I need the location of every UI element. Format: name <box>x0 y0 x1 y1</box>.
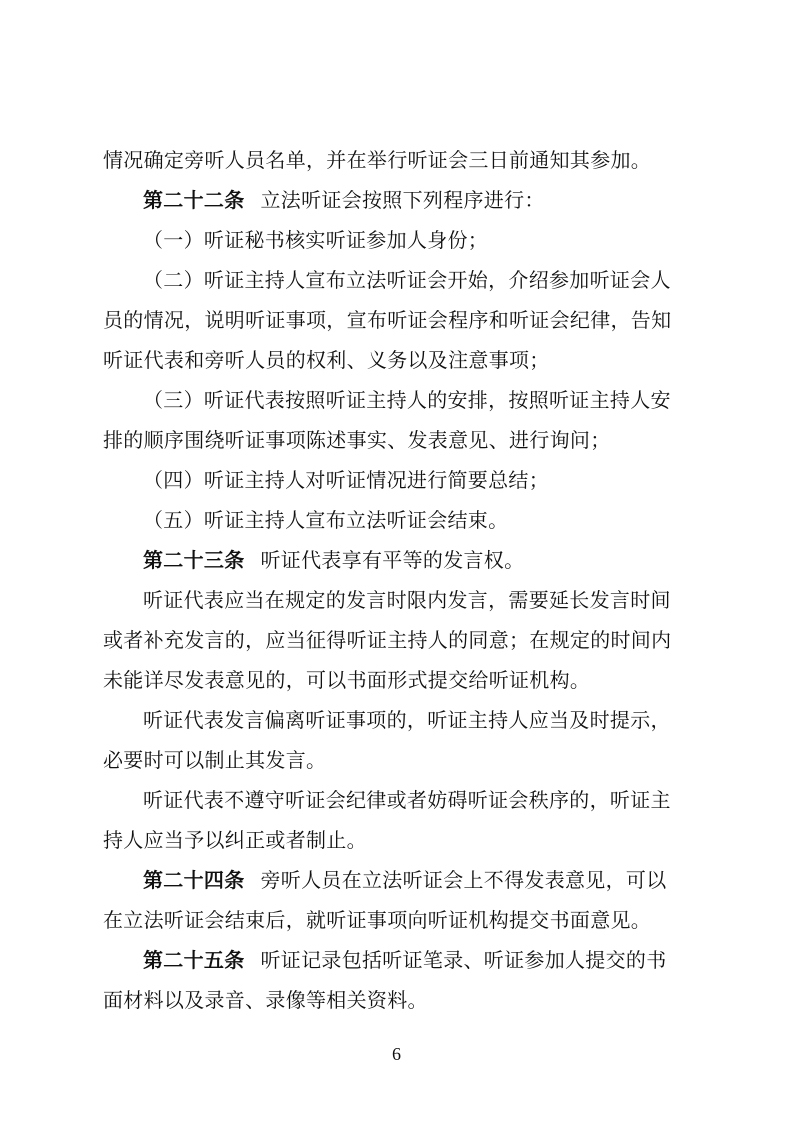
paragraph-text: 或者补充发言的，应当征得听证主持人的同意；在规定的时间内 <box>103 628 672 652</box>
paragraph-text: 情况确定旁听人员名单，并在举行听证会三日前通知其参加。 <box>103 148 652 172</box>
paragraph-text: 听证代表不遵守听证会纪律或者妨碍听证会秩序的，听证主 <box>143 788 671 812</box>
text-line <box>103 906 703 934</box>
list-item-5 <box>143 506 743 534</box>
text-line <box>103 826 703 854</box>
paragraph-text: 员的情况，说明听证事项，宣布听证会程序和听证会纪律，告知 <box>103 308 672 332</box>
paragraph-text: 听证代表发言偏离听证事项的，听证主持人应当及时提示， <box>143 708 671 732</box>
paragraph-text: 持人应当予以纠正或者制止。 <box>103 828 367 852</box>
paragraph-text: 听证记录包括听证笔录、听证参加人提交的书 <box>260 948 667 972</box>
text-line <box>103 306 703 334</box>
article-23-heading-line <box>143 546 743 574</box>
paragraph-text: （一）听证秘书核实听证参加人身份； <box>143 228 489 252</box>
article-title: 第二十三条 <box>143 548 245 572</box>
text-line <box>103 626 703 654</box>
paragraph-text: 旁听人员在立法听证会上不得发表意见，可以 <box>260 868 667 892</box>
paragraph-text: （四）听证主持人对听证情况进行简要总结； <box>143 468 549 492</box>
text-line <box>103 146 703 174</box>
article-24-heading-line <box>143 866 743 894</box>
paragraph-text: （二）听证主持人宣布立法听证会开始，介绍参加听证会人 <box>143 268 671 292</box>
paragraph-text: 立法听证会按照下列程序进行： <box>260 188 545 212</box>
list-item-4 <box>143 466 743 494</box>
article-22-heading-line <box>143 186 743 214</box>
paragraph-text: （五）听证主持人宣布立法听证会结束。 <box>143 508 509 532</box>
text-line <box>103 346 703 374</box>
paragraph-text: 听证代表享有平等的发言权。 <box>260 548 525 572</box>
text-line <box>103 986 703 1014</box>
paragraph-text: 必要时可以制止其发言。 <box>103 748 327 772</box>
paragraph-text: 排的顺序围绕听证事项陈述事实、发表意见、进行询问； <box>103 428 611 452</box>
page-number: 6 <box>392 1044 401 1064</box>
text-line <box>143 706 743 734</box>
article-title: 第二十二条 <box>143 188 245 212</box>
list-item-1 <box>143 226 743 254</box>
article-title: 第二十四条 <box>143 868 245 892</box>
paragraph-text: 面材料以及录音、录像等相关资料。 <box>103 988 428 1012</box>
article-25-heading-line <box>143 946 743 974</box>
list-item-2 <box>143 266 743 294</box>
text-line <box>103 746 703 774</box>
text-line <box>143 786 743 814</box>
paragraph-text: 听证代表应当在规定的发言时限内发言，需要延长发言时间 <box>143 588 671 612</box>
paragraph-text: （三）听证代表按照听证主持人的安排，按照听证主持人安 <box>143 388 671 412</box>
text-line <box>103 426 703 454</box>
article-title: 第二十五条 <box>143 948 245 972</box>
text-line <box>143 586 743 614</box>
text-line <box>103 666 703 694</box>
paragraph-text: 未能详尽发表意见的，可以书面形式提交给听证机构。 <box>103 668 591 692</box>
paragraph-text: 在立法听证会结束后，就听证事项向听证机构提交书面意见。 <box>103 908 652 932</box>
list-item-3 <box>143 386 743 414</box>
paragraph-text: 听证代表和旁听人员的权利、义务以及注意事项； <box>103 348 550 372</box>
